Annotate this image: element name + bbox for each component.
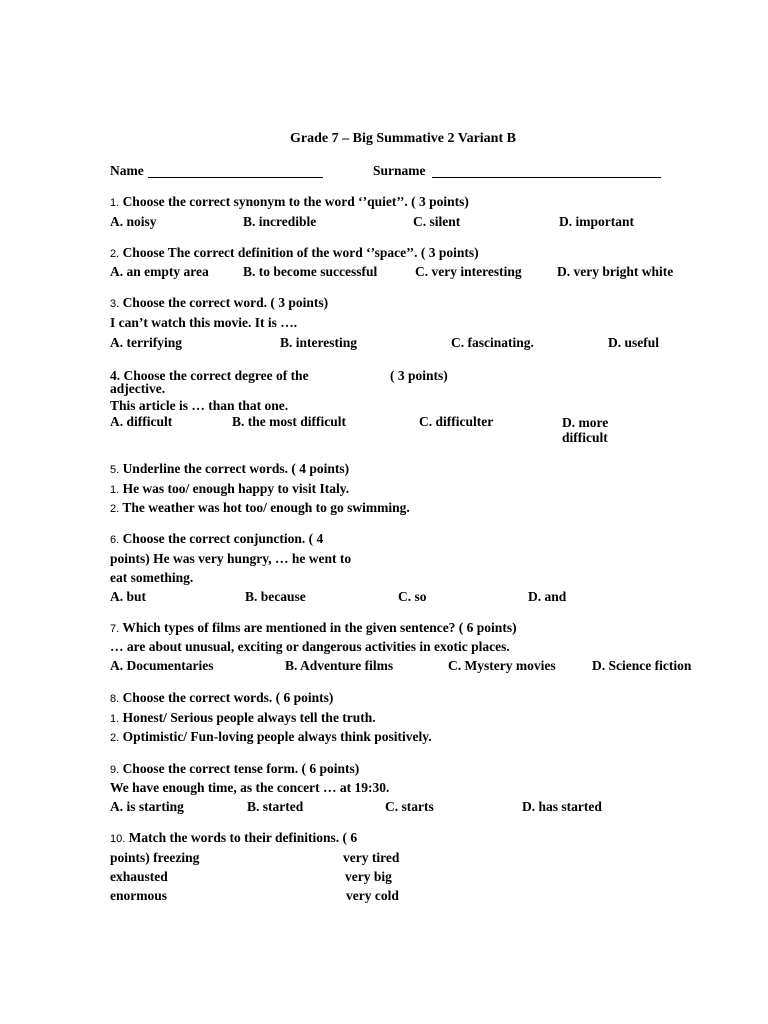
q1-option-c[interactable]: C. silent <box>413 214 461 229</box>
item-number: 1. <box>110 484 120 496</box>
q7-option-c[interactable]: C. Mystery movies <box>448 658 556 673</box>
question-number: 7. <box>110 623 120 635</box>
q2-option-a[interactable]: A. an empty area <box>110 264 209 279</box>
question-number: 1. <box>110 197 120 209</box>
question-10 <box>110 830 357 847</box>
q1-option-d[interactable]: D. important <box>559 214 634 229</box>
question-number: 10. <box>110 833 126 845</box>
item-number: 2. <box>110 732 120 744</box>
q10-word-exhausted[interactable]: exhausted <box>110 869 168 884</box>
question-1 <box>110 194 469 211</box>
q6-option-c[interactable]: C. so <box>398 589 427 604</box>
question-8 <box>110 690 333 707</box>
question-text: Choose the correct word. ( 3 points) <box>122 295 329 310</box>
question-6 <box>110 531 323 548</box>
q9-option-c[interactable]: C. starts <box>385 799 434 814</box>
question-number: 6. <box>110 534 120 546</box>
q9-option-a[interactable]: A. is starting <box>110 799 184 814</box>
q4-option-b[interactable]: B. the most difficult <box>232 414 346 429</box>
q9-option-d[interactable]: D. has started <box>522 799 602 814</box>
q7-option-a[interactable]: A. Documentaries <box>110 658 214 673</box>
question-number: 3. <box>110 298 120 310</box>
question-text: Match the words to their definitions. ( 6 <box>128 830 358 845</box>
q2-option-c[interactable]: C. very interesting <box>415 264 522 279</box>
question-text: Choose the correct conjunction. ( 4 <box>122 531 324 546</box>
q4-sentence: This article is … than that one. <box>110 398 289 413</box>
question-number: 9. <box>110 764 120 776</box>
q7-sentence: … are about unusual, exciting or dangerous activities in exotic places. <box>110 639 510 654</box>
q7-option-d[interactable]: D. Science fiction <box>592 658 692 673</box>
surname-label: Surname <box>373 163 426 178</box>
q1-option-b[interactable]: B. incredible <box>243 214 317 229</box>
q3-option-d[interactable]: D. useful <box>608 335 660 350</box>
question-9 <box>110 761 359 778</box>
q4-option-c[interactable]: C. difficulter <box>419 414 494 429</box>
question-6-line2: points) He was very hungry, … he went to <box>110 551 352 566</box>
question-text: Choose the correct synonym to the word ‘’quiet’’. ( 3 points) <box>122 194 469 209</box>
q8-item-2 <box>110 729 432 746</box>
question-number: 8. <box>110 693 120 705</box>
question-5 <box>110 461 349 478</box>
q10-word-enormous[interactable]: enormous <box>110 888 167 903</box>
question-2 <box>110 245 479 262</box>
q4-option-d[interactable]: D. more <box>562 415 609 430</box>
q10-definition-2[interactable]: very big <box>345 869 392 884</box>
q1-option-a[interactable]: A. noisy <box>110 214 157 229</box>
question-text: Choose the correct tense form. ( 6 points) <box>122 761 360 776</box>
q3-option-a[interactable]: A. terrifying <box>110 335 182 350</box>
q6-option-d[interactable]: D. and <box>528 589 567 604</box>
question-4-points: ( 3 points) <box>390 368 448 383</box>
q10-definition-3[interactable]: very cold <box>346 888 399 903</box>
item-text[interactable]: The weather was hot too/ enough to go swimming. <box>122 500 410 515</box>
q4-option-a[interactable]: A. difficult <box>110 414 173 429</box>
q5-item-1 <box>110 481 349 498</box>
question-number: 2. <box>110 248 120 260</box>
question-6-line3: eat something. <box>110 570 194 585</box>
item-number: 1. <box>110 713 120 725</box>
q3-option-b[interactable]: B. interesting <box>280 335 357 350</box>
surname-field-line[interactable] <box>432 177 661 178</box>
question-text: Underline the correct words. ( 4 points) <box>122 461 350 476</box>
page-title: Grade 7 – Big Summative 2 Variant B <box>290 131 516 146</box>
q2-option-d[interactable]: D. very bright white <box>557 264 674 279</box>
question-text-body: The correct definition of the word ‘’space’’. ( 3 points) <box>167 245 479 260</box>
q7-option-b[interactable]: B. Adventure films <box>285 658 394 673</box>
q6-option-a[interactable]: A. but <box>110 589 147 604</box>
q3-sentence: I can’t watch this movie. It is …. <box>110 315 298 330</box>
question-10-line2: points) freezing <box>110 850 200 865</box>
item-text[interactable]: He was too/ enough happy to visit Italy. <box>122 481 350 496</box>
question-4-line2: adjective. <box>110 381 166 396</box>
q8-item-1 <box>110 710 376 727</box>
question-4: 4. Choose the correct degree of the <box>110 368 309 383</box>
q2-option-b[interactable]: B. to become successful <box>243 264 378 279</box>
q4-option-d-line2: difficult <box>562 430 608 445</box>
q5-item-2 <box>110 500 410 517</box>
name-field-line[interactable] <box>148 177 323 178</box>
q6-option-b[interactable]: B. because <box>245 589 306 604</box>
q9-option-b[interactable]: B. started <box>247 799 304 814</box>
question-text: Which types of films are mentioned in the given sentence? ( 6 points) <box>122 620 517 635</box>
question-text: Choose The correct definition of the word ‘’space’’. ( 3 points) <box>122 245 479 260</box>
question-7 <box>110 620 517 637</box>
q10-definition-1[interactable]: very tired <box>343 850 400 865</box>
item-text[interactable]: Optimistic/ Fun-loving people always think positively. <box>122 729 432 744</box>
question-number: 5. <box>110 464 120 476</box>
q9-sentence: We have enough time, as the concert … at 19:30. <box>110 780 390 795</box>
name-label: Name <box>110 163 144 178</box>
question-3 <box>110 295 328 312</box>
q3-option-c[interactable]: C. fascinating. <box>451 335 534 350</box>
item-text[interactable]: Honest/ Serious people always tell the truth. <box>122 710 376 725</box>
item-number: 2. <box>110 503 120 515</box>
question-text: Choose the correct words. ( 6 points) <box>122 690 334 705</box>
